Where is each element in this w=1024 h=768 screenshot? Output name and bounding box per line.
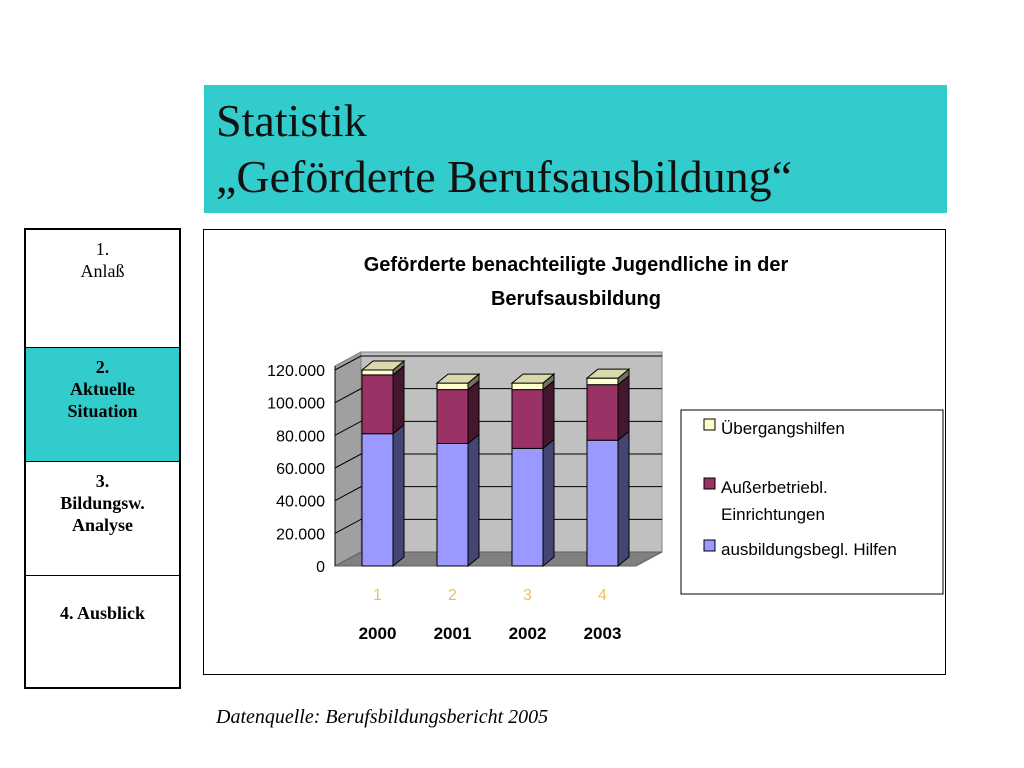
nav-item-number: 2. — [95, 357, 110, 377]
nav-item-label: Bildungsw. — [60, 493, 145, 513]
nav-item-number: 1. — [95, 239, 110, 259]
x-tick-label: 2 — [448, 587, 457, 604]
bar-segment-side — [468, 435, 479, 567]
legend-swatch — [704, 419, 715, 430]
chart-title-line-1: Geförderte benachteiligte Jugendliche in der — [363, 254, 789, 276]
bar-segment-front — [437, 390, 468, 444]
legend-swatch — [704, 478, 715, 489]
legend-label: Übergangshilfen — [721, 419, 845, 438]
slide-title-line-2: „Geförderte Berufsausbildung“ — [216, 151, 793, 202]
x-category-label: 2001 — [433, 624, 472, 643]
data-source-note: Datenquelle: Berufsbildungsbericht 2005 — [216, 706, 549, 728]
bar-segment-side — [393, 366, 404, 434]
bar-segment-front — [512, 383, 543, 390]
y-tick-label: 0 — [316, 559, 325, 576]
x-category-label: 2000 — [358, 624, 397, 643]
bar-segment-front — [587, 440, 618, 566]
plot-side-wall — [335, 352, 361, 566]
nav-divider — [26, 575, 179, 576]
nav-item-label: Analyse — [71, 515, 133, 535]
bar-segment-side — [618, 376, 629, 441]
slide-title-line-1: Statistik — [216, 95, 367, 146]
bar-segment-front — [437, 383, 468, 390]
y-tick-label: 20.000 — [276, 526, 325, 544]
nav-item-label: Anlaß — [80, 261, 125, 281]
chart-title-line-2: Berufsausbildung — [490, 288, 662, 310]
bar-segment-front — [362, 434, 393, 566]
y-tick-label: 60.000 — [276, 461, 325, 478]
nav-item-anlass[interactable] — [26, 230, 179, 347]
slide-title-box — [204, 85, 947, 213]
stacked-bar-chart — [204, 230, 945, 674]
nav-item-label: Situation — [67, 401, 138, 421]
y-tick-label: 120.000 — [267, 363, 325, 380]
legend-label: Einrichtungen — [721, 505, 825, 524]
nav-item-number: 3. — [95, 471, 110, 491]
x-tick-label: 4 — [598, 587, 607, 604]
bar-segment-side — [543, 439, 554, 566]
legend-label: ausbildungsbegl. Hilfen — [721, 540, 897, 559]
y-tick-label: 40.000 — [276, 493, 325, 511]
bar-segment-front — [362, 370, 393, 375]
bar-segment-front — [437, 444, 468, 567]
section-navigation — [24, 228, 181, 689]
legend-swatch — [704, 540, 715, 551]
bar-segment-front — [587, 378, 618, 385]
x-tick-label: 1 — [373, 587, 382, 604]
x-category-label: 2002 — [508, 624, 547, 643]
bar-segment-side — [393, 425, 404, 566]
bar-segment-front — [512, 448, 543, 566]
nav-item-label: Aktuelle — [70, 379, 135, 399]
bar-segment-front — [587, 385, 618, 441]
bar-segment-side — [543, 381, 554, 449]
chart-frame — [203, 229, 946, 675]
x-tick-label: 3 — [523, 587, 532, 604]
y-tick-label: 100.000 — [267, 395, 325, 413]
bar-segment-front — [362, 375, 393, 434]
bar-segment-front — [512, 390, 543, 449]
y-tick-label: 80.000 — [276, 428, 325, 446]
bar-segment-side — [618, 431, 629, 566]
x-category-label: 2003 — [583, 624, 622, 643]
nav-item-aktuelle-situation[interactable] — [26, 348, 179, 461]
bar-segment-side — [468, 381, 479, 444]
nav-item-bildungsw-analyse[interactable] — [26, 462, 179, 575]
legend-label: Außerbetriebl. — [721, 478, 828, 497]
nav-item-label: 4. Ausblick — [59, 603, 146, 623]
nav-item-ausblick[interactable] — [26, 594, 179, 684]
